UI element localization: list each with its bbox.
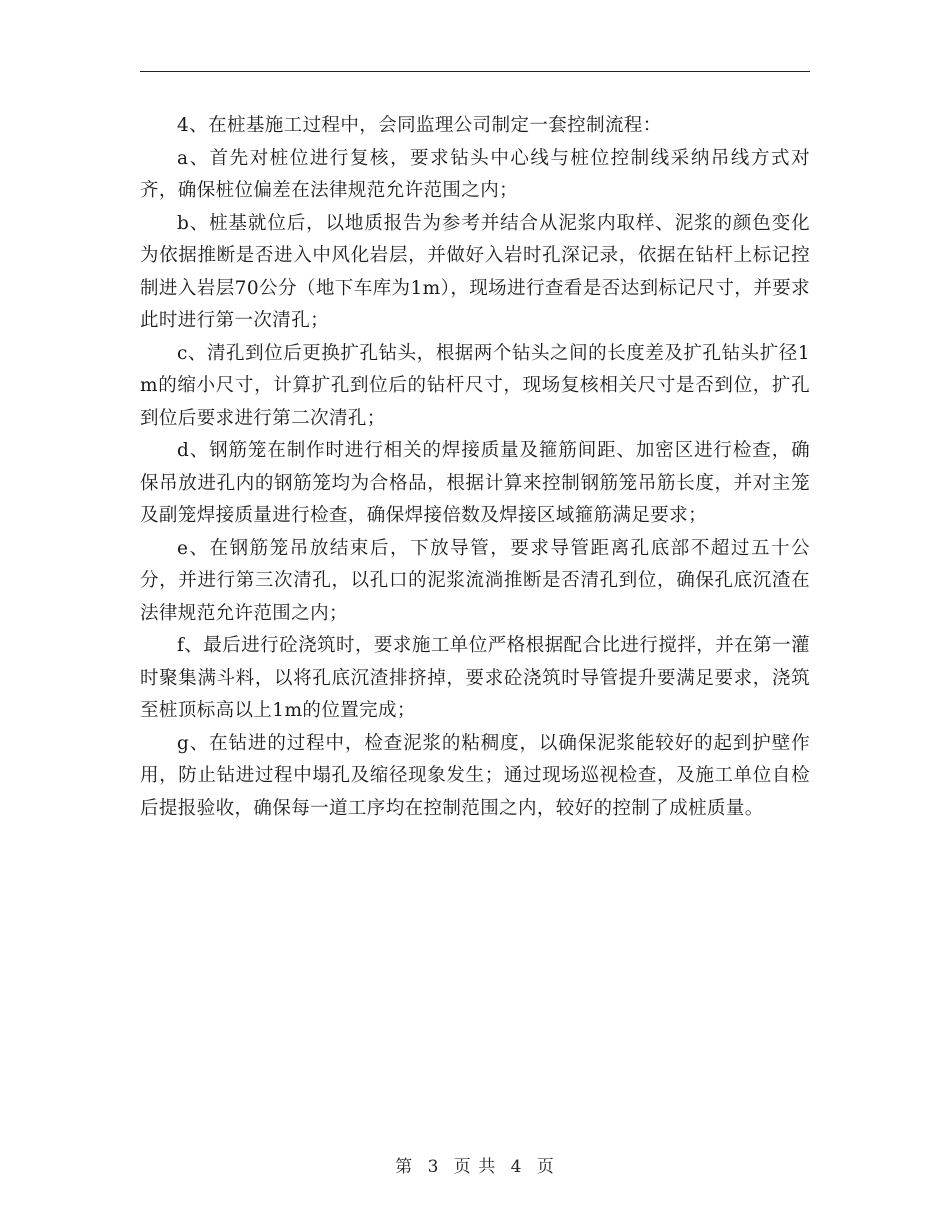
footer-page-current: 3 bbox=[427, 1157, 440, 1177]
footer-suffix: 页 bbox=[536, 1157, 555, 1177]
paragraph-a: a、首先对桩位进行复核，要求钻头中心线与桩位控制线采纳吊线方式对齐，确保桩位偏差在法律规范允许范围之内； bbox=[140, 147, 810, 201]
paragraph-f: f、最后进行砼浇筑时，要求施工单位严格根据配合比进行搅拌，并在第一灌时聚集满斗料，以将孔底沉渣排挤掉，要求砼浇筑时导管提升要满足要求，浇筑至桩顶标高以上1m的位置完成； bbox=[140, 635, 810, 721]
paragraph-e: e、在钢筋笼吊放结束后，下放导管，要求导管距离孔底部不超过五十公分，并进行第三次清孔，以孔口的泥浆流淌推断是否清孔到位，确保孔底沉渣在法律规范允许范围之内； bbox=[140, 537, 810, 624]
page-footer bbox=[0, 1152, 950, 1177]
paragraph-c: c、清孔到位后更换扩孔钻头，根据两个钻头之间的长度差及扩孔钻头扩径1m的缩小尺寸，计算扩孔到位后的钻杆尺寸，现场复核相关尺寸是否到位，扩孔到位后要求进行第二次清孔； bbox=[140, 342, 810, 429]
footer-page-total: 4 bbox=[510, 1157, 523, 1177]
paragraph-intro: 4、在桩基施工过程中，会同监理公司制定一套控制流程： bbox=[177, 115, 662, 136]
paragraph-d: d、钢筋笼在制作时进行相关的焊接质量及箍筋间距、加密区进行检查，确保吊放进孔内的钢筋笼均为合格品，根据计算来控制钢筋笼吊筋长度，并对主笼及副笼焊接质量进行检查，确保焊接倍数及焊接区域箍筋满足要求； bbox=[140, 440, 810, 526]
footer-middle: 页 共 bbox=[453, 1157, 497, 1177]
footer-prefix: 第 bbox=[395, 1157, 414, 1177]
paragraph-b: b、桩基就位后，以地质报告为参考并结合从泥浆内取样、泥浆的颜色变化为依据推断是否进入中风化岩层，并做好入岩时孔深记录，依据在钻杆上标记控制进入岩层70公分（地下车库为1m），现场进行查看是否达到标记尺寸，并要求此时进行第一次清孔； bbox=[140, 212, 810, 331]
header-rule bbox=[140, 71, 810, 72]
document-body bbox=[140, 110, 810, 825]
paragraph-g: g、在钻进的过程中，检查泥浆的粘稠度，以确保泥浆能较好的起到护壁作用，防止钻进过程中塌孔及缩径现象发生；通过现场巡视检查，及施工单位自检后提报验收，确保每一道工序均在控制范围之内，较好的控制了成桩质量。 bbox=[140, 732, 810, 819]
